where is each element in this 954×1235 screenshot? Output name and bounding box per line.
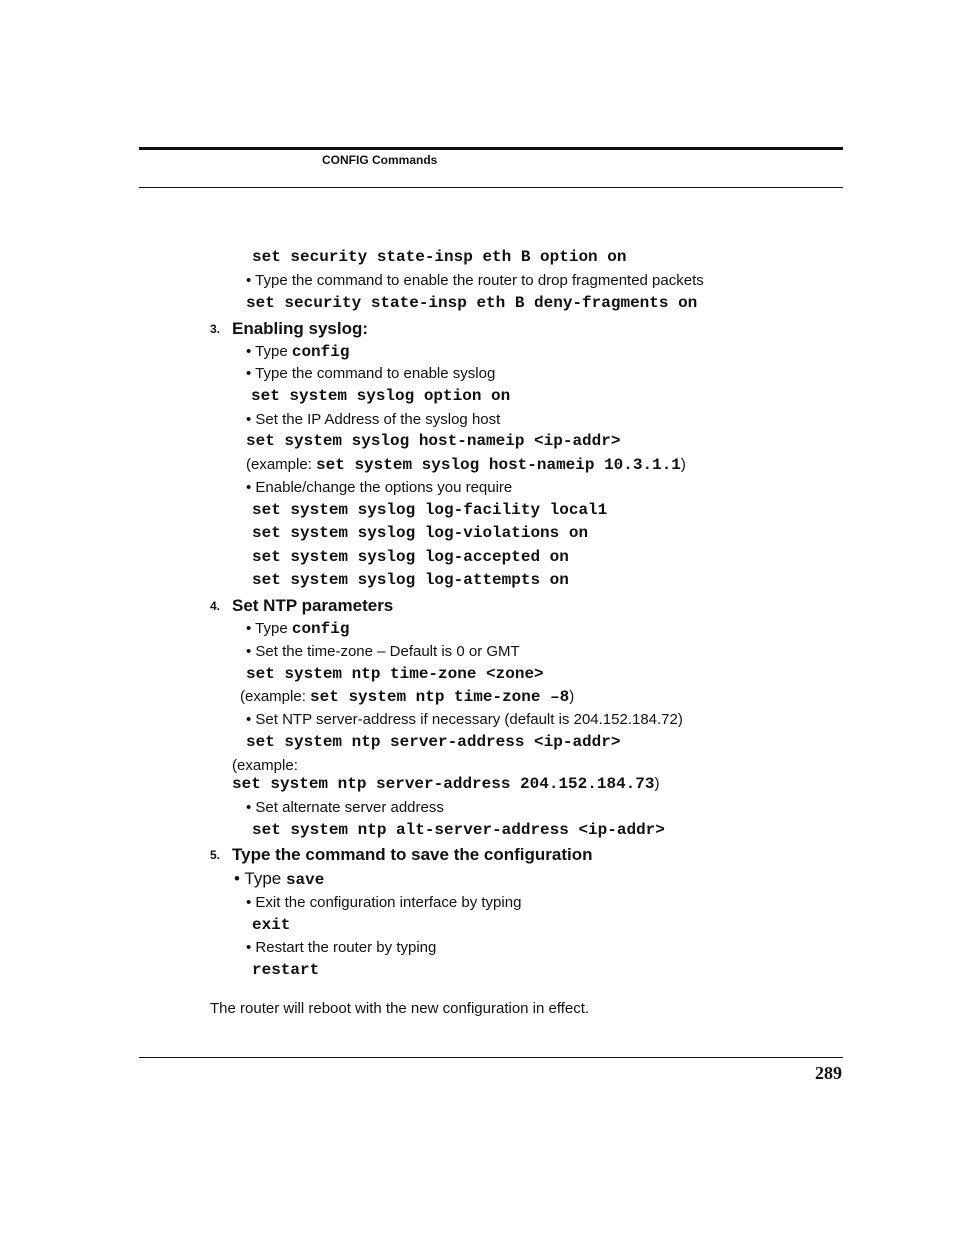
footer-rule [139,1057,843,1058]
command-line: set system syslog log-accepted on [252,548,569,566]
inline-command: set system ntp server-address 204.152.184.73 [232,775,655,793]
section-heading: Type the command to save the configuration [232,845,593,864]
step-number: 5. [210,848,221,862]
command-line: set system syslog host-nameip <ip-addr> [246,432,621,450]
example-line: (example: set system syslog host-nameip 10.3.1.1) [246,456,686,474]
inline-command: config [291,620,350,638]
command-line: set system syslog log-violations on [252,524,589,542]
bullet-item: • Type the command to enable syslog [246,365,496,382]
bullet-item: • Type config [246,620,350,638]
header-bottom-rule [139,187,843,188]
closing-paragraph: The router will reboot with the new configuration in effect. [210,1000,590,1017]
command-line: set system syslog log-attempts on [252,571,569,589]
bullet-item: • Enable/change the options you require [246,479,513,496]
command-line: set system syslog option on [251,387,511,405]
section-heading: Set NTP parameters [232,596,394,615]
bullet-item: • Set alternate server address [246,799,444,816]
inline-command: set system ntp time-zone –8 [310,688,570,706]
command-line: set security state-insp eth B deny-fragments on [246,294,698,312]
command-line: restart [252,961,320,979]
bullet-item: • Type config [246,343,350,361]
inline-command: save [285,871,325,889]
command-line: exit [252,916,291,934]
inline-command: set system syslog host-nameip 10.3.1.1 [316,456,681,474]
command-line: set system ntp time-zone <zone> [246,665,544,683]
bullet-item: • Set the time-zone – Default is 0 or GMT [246,643,520,660]
command-line: set security state-insp eth B option on [252,248,627,266]
command-line: set system syslog log-facility local1 [252,501,608,519]
bullet-item: • Type the command to enable the router to drop fragmented packets [246,272,704,289]
bullet-item: • Type save [234,869,325,889]
step-number: 3. [210,322,221,336]
running-header: CONFIG Commands [322,153,438,167]
example-line: (example: set system ntp time-zone –8) [240,688,575,706]
section-heading: Enabling syslog: [232,319,369,338]
example-label: (example: [232,757,298,774]
command-line: set system ntp server-address <ip-addr> [246,733,621,751]
example-line: set system ntp server-address 204.152.184.73) [232,775,660,793]
page-number: 289 [815,1063,842,1083]
bullet-item: • Restart the router by typing [246,939,437,956]
bullet-item: • Exit the configuration interface by typing [246,894,522,911]
command-line: set system ntp alt-server-address <ip-addr> [252,821,665,839]
inline-command: config [291,343,350,361]
step-number: 4. [210,599,221,613]
bullet-item: • Set NTP server-address if necessary (default is 204.152.184.72) [246,711,683,728]
header-rule [139,147,843,150]
bullet-item: • Set the IP Address of the syslog host [246,411,501,428]
